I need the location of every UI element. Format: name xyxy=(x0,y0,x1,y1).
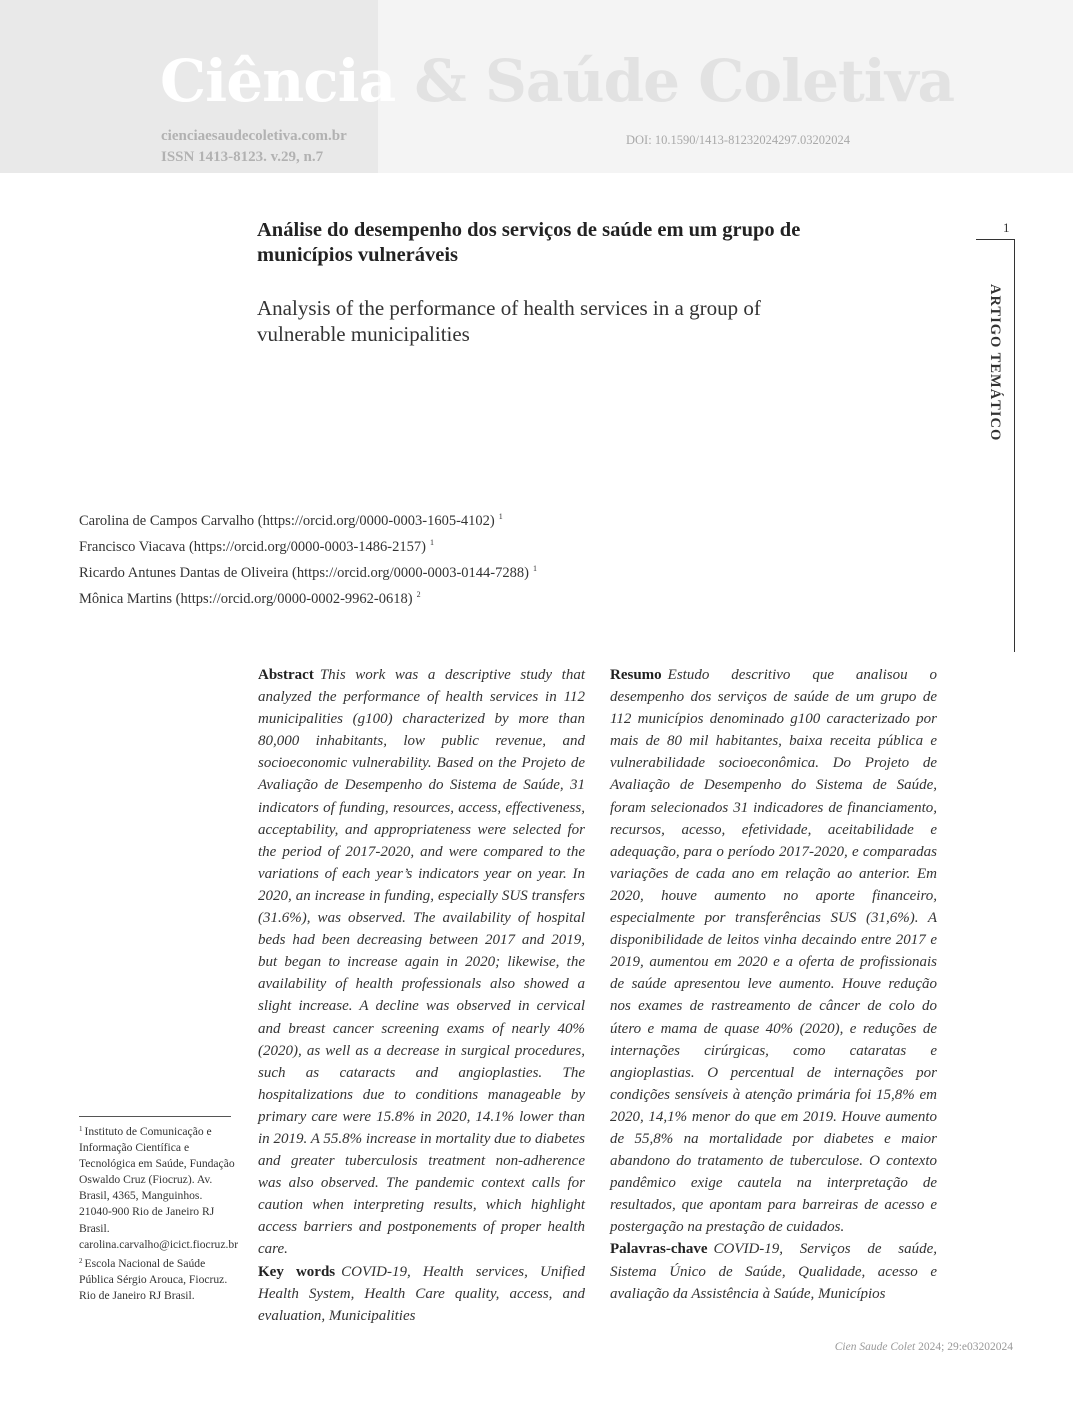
article-doi[interactable]: DOI: 10.1590/1413-81232024297.03202024 xyxy=(626,133,850,147)
journal-title-part2: & Saúde Coletiva xyxy=(395,47,955,115)
side-rule-vertical xyxy=(1014,239,1015,652)
keywords-label: Key words xyxy=(258,1263,336,1280)
keywords-portuguese xyxy=(610,1238,937,1304)
journal-title-part1: Ciência xyxy=(160,47,396,115)
author-item xyxy=(79,532,537,558)
affiliation-marker: 2 xyxy=(416,590,421,599)
palavras-chave-text: COVID-19, Serviços de saúde, Sistema Único de Saúde, Qualidade, acesso e avaliação da Assistência à Saúde, Municípios xyxy=(610,1241,937,1302)
author-name[interactable]: Mônica Martins (https://orcid.org/0000-0002-9962-0618) xyxy=(79,591,413,607)
footer-journal: Cien Saude Colet xyxy=(834,1341,916,1353)
section-label: ARTIGO TEMÁTICO xyxy=(987,284,1003,442)
author-name[interactable]: Carolina de Campos Carvalho (https://orcid.org/0000-0003-1605-4102) xyxy=(79,513,495,529)
author-name[interactable]: Ricardo Antunes Dantas de Oliveira (https://orcid.org/0000-0003-0144-7288) xyxy=(79,565,529,581)
journal-title xyxy=(160,47,955,115)
author-item xyxy=(79,506,537,532)
keywords-text: COVID-19, Health services, Unified Health System, Health Care quality, access, and evaluation, Municipalities xyxy=(258,1263,586,1324)
footnote-number: 2 xyxy=(79,1256,83,1265)
abstract-portuguese xyxy=(610,664,937,1238)
affiliation-marker: 1 xyxy=(532,564,537,573)
palavras-chave-label: Palavras-chave xyxy=(610,1241,708,1258)
side-rule-horizontal xyxy=(976,239,1015,240)
keywords-english xyxy=(258,1261,585,1327)
affiliation-marker: 1 xyxy=(429,538,434,547)
abstract-text: This work was a descriptive study that analyzed the performance of health services in 112 municipalities (g100) characterized by more than 80,000 inhabitants, low public revenue, and socioeconomic vulnerability. Based on the Projeto de Avaliação de Desempenho do Sistema de Saúde, 31 indicators of funding, resources, access, effectiveness, acceptability, and appropriateness were selected for the period of 2017-2020, and were compared to the variations of each year’s indicators year on year. In 2020, an increase in funding, especially SUS transfers (31.6%), was observed. The availability of hospital beds had been decreasing between 2017 and 2019, but began to increase again in 2020; likewise, the availability of health professionals also showed a slight increase. A decline was observed in cervical and breast cancer screening exams of nearly 40% (2020), as well as a decrease in surgical procedures, such as cataracts and angioplasties. The hospitalizations due to conditions manageable by primary care were 15.8% in 2020, 14.1% lower than in 2019. A 55.8% increase in mortality due to diabetes and greater tuberculosis treatment non-adherence was also observed. The pandemic context calls for caution when interpreting results, which highlight access barriers and postponements of proper health care. xyxy=(258,667,585,1258)
abstract-english-column xyxy=(258,664,585,1327)
footnote-text: Escola Nacional de Saúde Pública Sérgio Arouca, Fiocruz. Rio de Janeiro RJ Brasil. xyxy=(79,1256,228,1302)
page-number: 1 xyxy=(1003,220,1010,235)
footnote-text: Instituto de Comunicação e Informação Científica e Tecnológica em Saúde, Fundação Oswaldo Cruz (Fiocruz). Av. Brasil, 4365, Manguinhos. 21040-900 Rio de Janeiro RJ Brasil. carolina.carvalho@icict.fiocruz.br xyxy=(79,1125,239,1251)
author-item xyxy=(79,584,537,610)
resumo-text: Estudo descritivo que analisou o desempenho dos serviços de saúde de um grupo de 112 municípios denominado g100 caracterizado por mais de 80 mil habitantes, baixa receita pública e vulnerabilidade socioeconômica. Do Projeto de Avaliação de Desempenho do Sistema de Saúde, foram selecionados 31 indicadores de financiamento, recursos, acesso, efetividade, aceitabilidade e adequação, para o período 2017-2020, e comparadas variações de cada ano em relação ao anterior. Em 2020, houve aumento no aporte financeiro, especialmente por transferências SUS (31,6%). A disponibilidade de leitos vinha decaindo entre 2017 e 2019, aumentou em 2020 e a oferta de profissionais de saúde apresentou leve aumento. Houve redução nos exames de rastreamento de câncer de colo do útero e mama de quase 40% (2020), e reduções de internações cirúrgicas, como cataratas e angioplastias. O percentual de internações por condições sensíveis à atenção primária foi 15,8% em 2020, 14,1% menor do que em 2019. Houve aumento de 55,8% na mortalidade por diabetes e maior abandono do tratamento de tuberculose. O contexto pandêmico exige cautela na interpretação de resultados, que apontam para barreiras de acesso e postergação na prestação de cuidados. xyxy=(610,667,937,1236)
footnote-item xyxy=(79,1253,235,1304)
footnote-item xyxy=(79,1121,239,1253)
footer-citation: 2024; 29:e03202024 xyxy=(915,1341,1013,1353)
author-name[interactable]: Francisco Viacava (https://orcid.org/0000-0003-1486-2157) xyxy=(79,539,426,555)
author-list xyxy=(79,506,537,610)
footnote-number: 1 xyxy=(79,1125,83,1133)
article-title-english: Analysis of the performance of health services in a group of vulnerable municipalities xyxy=(257,296,761,346)
article-title-portuguese: Análise do desempenho dos serviços de saúde em um grupo de municípios vulneráveis xyxy=(257,219,801,266)
page-footer-citation xyxy=(835,1341,1013,1353)
footnote-divider xyxy=(79,1116,231,1117)
abstract-portuguese-column xyxy=(610,664,937,1305)
abstract-label: Abstract xyxy=(258,667,314,683)
resumo-label: Resumo xyxy=(610,667,662,683)
journal-issn: ISSN 1413-8123. v.29, n.7 xyxy=(161,149,324,165)
abstract-english xyxy=(258,664,585,1261)
affiliation-footnotes xyxy=(79,1121,239,1304)
affiliation-marker: 1 xyxy=(498,512,503,521)
author-item xyxy=(79,558,537,584)
journal-website[interactable]: cienciaesaudecoletiva.com.br xyxy=(161,128,347,144)
